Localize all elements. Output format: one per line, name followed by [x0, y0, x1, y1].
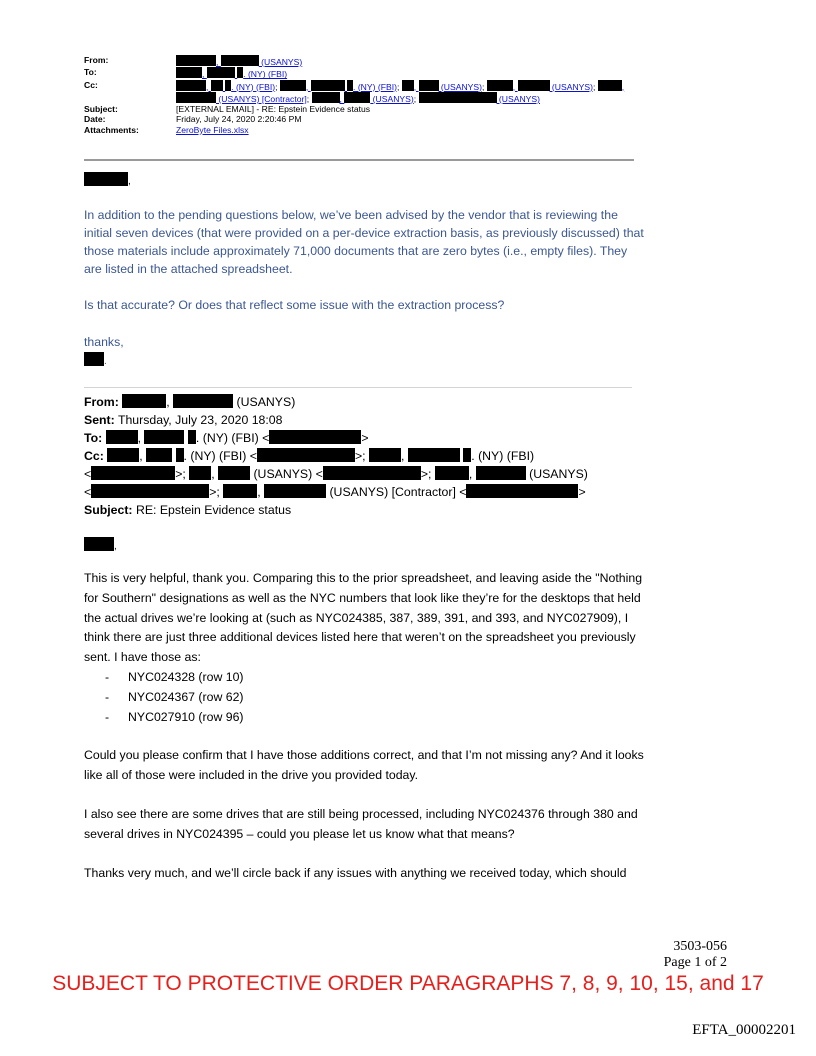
header-divider	[84, 159, 634, 161]
redaction	[257, 448, 355, 462]
redaction	[146, 448, 172, 462]
reply-greeting: ,	[84, 171, 131, 191]
attachment-link[interactable]: ZeroByte Files.xlsx	[176, 124, 249, 135]
redaction	[280, 80, 306, 91]
cc-email-link[interactable]: , (USANYS) [Contractor]	[176, 82, 624, 104]
redaction	[188, 430, 196, 444]
page-number-block	[664, 939, 727, 971]
redaction	[221, 55, 259, 66]
redaction	[487, 80, 513, 91]
header-cc-value: , . (NY) (FBI); , . (NY) (FBI); , (USANYS); , (USANYS); , (USANYS) [Contractor]; , (USANYS); (USANYS)	[176, 80, 634, 105]
from-email-link[interactable]: , (USANYS)	[176, 57, 302, 67]
redaction	[211, 80, 223, 91]
cc-email-link[interactable]: , (USANYS)	[487, 82, 593, 92]
to-email-link[interactable]: , . (NY) (FBI)	[176, 69, 287, 79]
reply-paragraph-1: In addition to the pending questions below, we’ve been advised by the vendor that is reviewing the initial seven devices (that were provided on a per-device extraction basis, as previously discussed) that those materials include approximately 71,000 documents that are zero bytes (i.e., empty files). They are listed in the attached spreadsheet.	[84, 208, 644, 276]
device-list	[84, 668, 644, 727]
redaction	[106, 430, 138, 444]
list-item: - NYC024367 (row 62)	[84, 688, 644, 708]
header-subject-row	[84, 104, 634, 114]
reply-paragraph-2: Is that accurate? Or does that reflect some issue with the extraction process?	[84, 298, 505, 312]
fwd-sent-row: Sent: Thursday, July 23, 2020 18:08	[84, 413, 283, 427]
redaction	[408, 448, 460, 462]
redaction	[207, 67, 235, 78]
reply-signature: .	[84, 351, 107, 371]
cc-email-link[interactable]: , (USANYS)	[312, 94, 414, 104]
header-to-label: To:	[84, 67, 97, 78]
redaction	[323, 466, 421, 480]
fwd-to-row: To: , . (NY) (FBI) < >	[84, 431, 369, 445]
redaction	[466, 484, 578, 498]
redaction	[84, 172, 128, 186]
header-from-value	[176, 55, 634, 67]
redaction	[237, 67, 243, 78]
fwd-paragraph-3: I also see there are some drives that are still being processed, including NYC024376 through 380 and several drives in NYC024395 – could you please let us know what that means?	[84, 806, 638, 841]
fwd-paragraph-1: This is very helpful, thank you. Comparing this to the prior spreadsheet, and leaving aside the "Nothing for Southern" designations as well as the NYC numbers that look like they’re for the desktops that held the actual drives we’re looking at (such as NYC024385, 387, 389, 391, and 393, and NYC027909), I think there are just three additional devices listed here that weren’t on the spreadsheet you previously sent. I have those as:	[84, 571, 643, 665]
fwd-from-row: From: , (USANYS)	[84, 395, 296, 409]
reply-thanks: thanks,	[84, 335, 124, 349]
redaction	[269, 430, 361, 444]
redaction	[84, 537, 114, 551]
cc-email-link[interactable]: , . (NY) (FBI)	[280, 82, 397, 92]
list-item: - NYC027910 (row 96)	[84, 708, 644, 728]
redaction	[312, 92, 340, 103]
redaction	[476, 466, 526, 480]
forwarded-separator	[84, 387, 632, 388]
redaction	[347, 80, 353, 91]
fwd-greeting: ,	[84, 536, 117, 556]
fwd-cc-row: Cc: , . (NY) (FBI) < >; , . (NY) (FBI)	[84, 449, 535, 463]
header-from-label: From:	[84, 55, 109, 65]
redaction	[91, 466, 175, 480]
redaction	[344, 92, 370, 103]
cc-email-link[interactable]: , . (NY) (FBI)	[176, 82, 275, 92]
redaction	[218, 466, 250, 480]
header-attachments-label: Attachments:	[84, 124, 139, 135]
redaction	[264, 484, 326, 498]
cc-email-link[interactable]: , (USANYS)	[402, 82, 482, 92]
redaction	[176, 55, 216, 66]
redaction	[84, 352, 104, 366]
forwarded-body	[84, 569, 644, 883]
header-date-label: Date:	[84, 114, 106, 125]
fwd-paragraph-4: Thanks very much, and we’ll circle back if any issues with anything we received today, which should	[84, 865, 627, 880]
redaction	[369, 448, 401, 462]
header-subject-value: [EXTERNAL EMAIL] - RE: Epstein Evidence status	[176, 104, 371, 115]
redaction	[419, 80, 439, 91]
redaction	[419, 92, 497, 103]
fwd-cc-row-2: < >; , (USANYS) < >; , (USANYS)	[84, 467, 588, 481]
protective-order-notice: SUBJECT TO PROTECTIVE ORDER PARAGRAPHS 7, 8, 9, 10, 15, and 17	[52, 972, 764, 995]
header-cc-label: Cc:	[84, 79, 98, 90]
redaction	[189, 466, 211, 480]
redaction	[91, 484, 209, 498]
forwarded-header	[84, 393, 644, 519]
redaction	[144, 430, 184, 444]
list-item: - NYC024328 (row 10)	[84, 668, 644, 688]
fwd-subject-row: Subject: RE: Epstein Evidence status	[84, 503, 292, 517]
redaction	[176, 67, 202, 78]
header-date-value: Friday, July 24, 2020 2:20:46 PM	[176, 114, 302, 125]
redaction	[518, 80, 550, 91]
fwd-paragraph-2: Could you please confirm that I have those additions correct, and that I’m not missing any? And it looks like all of those were included in the drive you provided today.	[84, 748, 644, 783]
bates-number: EFTA_00002201	[692, 1022, 796, 1038]
header-date-row	[84, 114, 634, 124]
redaction	[176, 80, 206, 91]
redaction	[122, 394, 166, 408]
cc-email-link[interactable]: (USANYS)	[419, 94, 540, 104]
header-to-row	[84, 67, 634, 79]
fwd-cc-row-3: < >; , (USANYS) [Contractor] < >	[84, 485, 586, 499]
header-cc-row	[84, 80, 634, 105]
redaction	[435, 466, 469, 480]
header-subject-label: Subject:	[84, 104, 118, 115]
redaction	[107, 448, 139, 462]
header-to-value	[176, 67, 634, 79]
page-indicator: Page 1 of 2	[663, 955, 727, 970]
redaction	[176, 92, 216, 103]
redaction	[598, 80, 622, 91]
redaction	[223, 484, 257, 498]
email-header	[84, 55, 634, 135]
doc-number: 3503-056	[673, 939, 727, 954]
redaction	[176, 448, 184, 462]
redaction	[311, 80, 345, 91]
header-attachments-row	[84, 125, 634, 135]
redaction	[225, 80, 231, 91]
header-from-row	[84, 55, 634, 67]
redaction	[173, 394, 233, 408]
redaction	[402, 80, 414, 91]
